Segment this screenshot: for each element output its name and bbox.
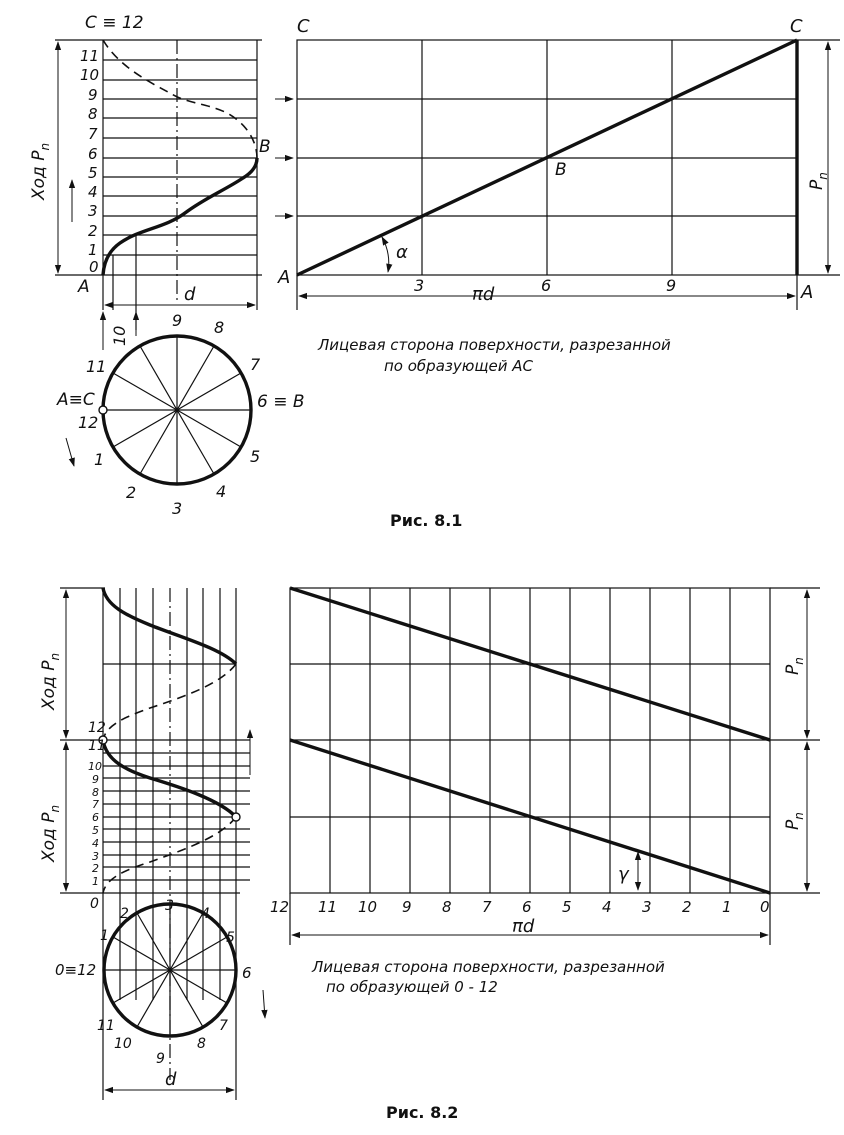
fig2-dev-tick-2: 2 (682, 898, 692, 916)
fig1-hod-label: Ход $P_n$ (29, 142, 52, 200)
fig1-dev-tick-6: 6 (541, 276, 552, 295)
fig2-circle-012: 0≡12 (55, 961, 97, 979)
fig1-scale-10: 10 (80, 66, 100, 84)
fig1-circle-8: 8 (214, 318, 225, 337)
fig1-scale-2: 2 (88, 222, 98, 240)
fig2-dev-tick-5: 5 (562, 898, 572, 916)
fig1-circle-1: 1 (94, 450, 105, 469)
fig1-dev-a-right: A (801, 282, 814, 303)
fig2-scale-9: 9 (92, 773, 99, 786)
fig1-circle-7: 7 (250, 355, 261, 374)
fig2-hod-label-upper: Ход $P_n$ (39, 652, 62, 710)
fig2-scale-3: 3 (92, 850, 99, 863)
fig2-dev-tick-6: 6 (522, 898, 532, 916)
fig1-scale-0: 0 (89, 258, 99, 276)
fig2-desc-line2: по образующей 0 - 12 (326, 978, 498, 996)
fig1-dev-b: B (555, 160, 567, 180)
fig1-helix-gridlines (103, 60, 257, 255)
fig1-scale-11: 11 (80, 47, 100, 65)
fig2-caption: Рис. 8.2 (386, 1103, 459, 1122)
fig1-dev-pn: $P_n$ (807, 172, 830, 190)
fig2-scale-6: 6 (92, 811, 99, 824)
fig2-dev-pn-upper: $P_n$ (783, 657, 806, 675)
fig1-scale-4: 4 (88, 183, 98, 201)
fig2-scale-8: 8 (92, 786, 99, 799)
fig2-scale-2: 2 (92, 862, 99, 875)
fig2-circle-8: 8 (197, 1036, 206, 1052)
fig1-dev-pid: πd (472, 284, 495, 305)
fig1-top-label: C ≡ 12 (85, 13, 144, 33)
fig2-scale-numbers (88, 760, 102, 888)
fig1-scale-9: 9 (88, 86, 98, 104)
fig2-dev-tick-8: 8 (442, 898, 452, 916)
fig1-dev-c-right: C (790, 16, 803, 37)
fig1-6b-label: 6 ≡ B (257, 392, 305, 412)
fig2-circle-4: 4 (201, 906, 210, 922)
fig1-b-label: B (259, 137, 271, 157)
fig2-circle-7: 7 (219, 1018, 228, 1034)
fig2-circle-6: 6 (242, 964, 252, 982)
fig2-scale-4: 4 (92, 837, 99, 850)
fig2-dev-pid: πd (512, 916, 535, 937)
fig1-rotation-arrow (66, 438, 74, 466)
fig1-dev-tick-9: 9 (666, 276, 677, 295)
fig1-ac-label: A≡C (57, 390, 95, 410)
fig2-hod-label-lower: Ход $P_n$ (39, 804, 62, 862)
fig1-circle-10: 10 (110, 325, 129, 346)
figure-8-2 (60, 588, 820, 1100)
fig2-helix-back-upper (103, 664, 236, 740)
fig2-dev-tick-9: 9 (402, 898, 412, 916)
fig2-label-0: 0 (90, 896, 99, 912)
fig1-scale-7: 7 (88, 125, 98, 143)
fig1-dev-alpha: α (396, 242, 408, 263)
fig2-scale-10: 10 (88, 760, 102, 773)
fig2-dev-gamma: γ (618, 864, 629, 885)
fig1-circle-5: 5 (250, 447, 261, 466)
fig1-projection-lines (113, 235, 136, 330)
fig2-desc-line1: Лицевая сторона поверхности, разрезанной (312, 958, 665, 976)
fig1-dev-a-left: A (278, 267, 291, 288)
fig1-dev-c-left: C (297, 16, 310, 37)
fig1-scale-1: 1 (88, 241, 98, 259)
fig2-circle-5: 5 (226, 930, 235, 946)
fig2-scale-7: 7 (92, 798, 99, 811)
fig2-circle-3: 3 (165, 898, 174, 914)
fig2-dev-tick-7: 7 (482, 898, 492, 916)
fig1-point-a (99, 406, 107, 414)
fig2-dev-pn-lower: $P_n$ (783, 812, 806, 830)
fig1-alpha-arc (382, 237, 389, 272)
fig1-circle-11: 11 (86, 357, 107, 376)
fig1-transfer-arrows (275, 99, 293, 216)
fig1-desc-line1: Лицевая сторона поверхности, разрезанной (318, 336, 671, 354)
fig1-scale-6: 6 (88, 145, 98, 163)
fig2-dev-tick-3: 3 (642, 898, 652, 916)
fig1-a-label: A (78, 277, 90, 297)
fig1-scale-5: 5 (88, 164, 98, 182)
fig1-circle-4: 4 (216, 482, 227, 501)
fig2-circle-11: 11 (97, 1018, 115, 1034)
fig1-scale-3: 3 (88, 202, 98, 220)
fig1-circle-3: 3 (172, 499, 183, 518)
fig2-scale-5: 5 (92, 824, 99, 837)
fig2-d-label: d (165, 1069, 177, 1090)
fig2-dev-tick-4: 4 (602, 898, 612, 916)
fig2-circle-1: 1 (100, 928, 109, 944)
fig2-circle-10: 10 (114, 1036, 132, 1052)
fig1-desc-line2: по образующей AC (384, 357, 533, 375)
fig2-label-12: 12 (88, 720, 106, 736)
fig2-circle-9: 9 (156, 1051, 165, 1067)
fig1-dev-tick-3: 3 (414, 276, 425, 295)
fig2-dev-tick-0: 0 (760, 898, 770, 916)
fig2-dev-tick-11: 11 (318, 898, 338, 916)
fig1-scale-8: 8 (88, 105, 98, 123)
fig2-rotation-arrow (263, 990, 265, 1018)
fig1-circle-2: 2 (126, 483, 137, 502)
fig1-d-label: d (184, 284, 196, 305)
fig2-label-11: 11 (88, 738, 106, 754)
fig2-dev-tick-12: 12 (270, 898, 290, 916)
fig2-dev-ticks (270, 898, 770, 916)
fig2-point-6 (232, 813, 240, 821)
fig1-scale-numbers (80, 47, 99, 276)
figure-8-1 (55, 40, 840, 484)
fig2-dev-tick-10: 10 (358, 898, 378, 916)
fig1-caption: Рис. 8.1 (390, 511, 463, 530)
fig2-circle-2: 2 (120, 906, 129, 922)
fig2-development-grid (290, 588, 820, 893)
fig2-dev-tick-1: 1 (722, 898, 732, 916)
fig1-circle-12: 12 (78, 413, 99, 432)
fig2-scale-1: 1 (92, 875, 99, 888)
fig1-circle-9: 9 (172, 311, 183, 330)
